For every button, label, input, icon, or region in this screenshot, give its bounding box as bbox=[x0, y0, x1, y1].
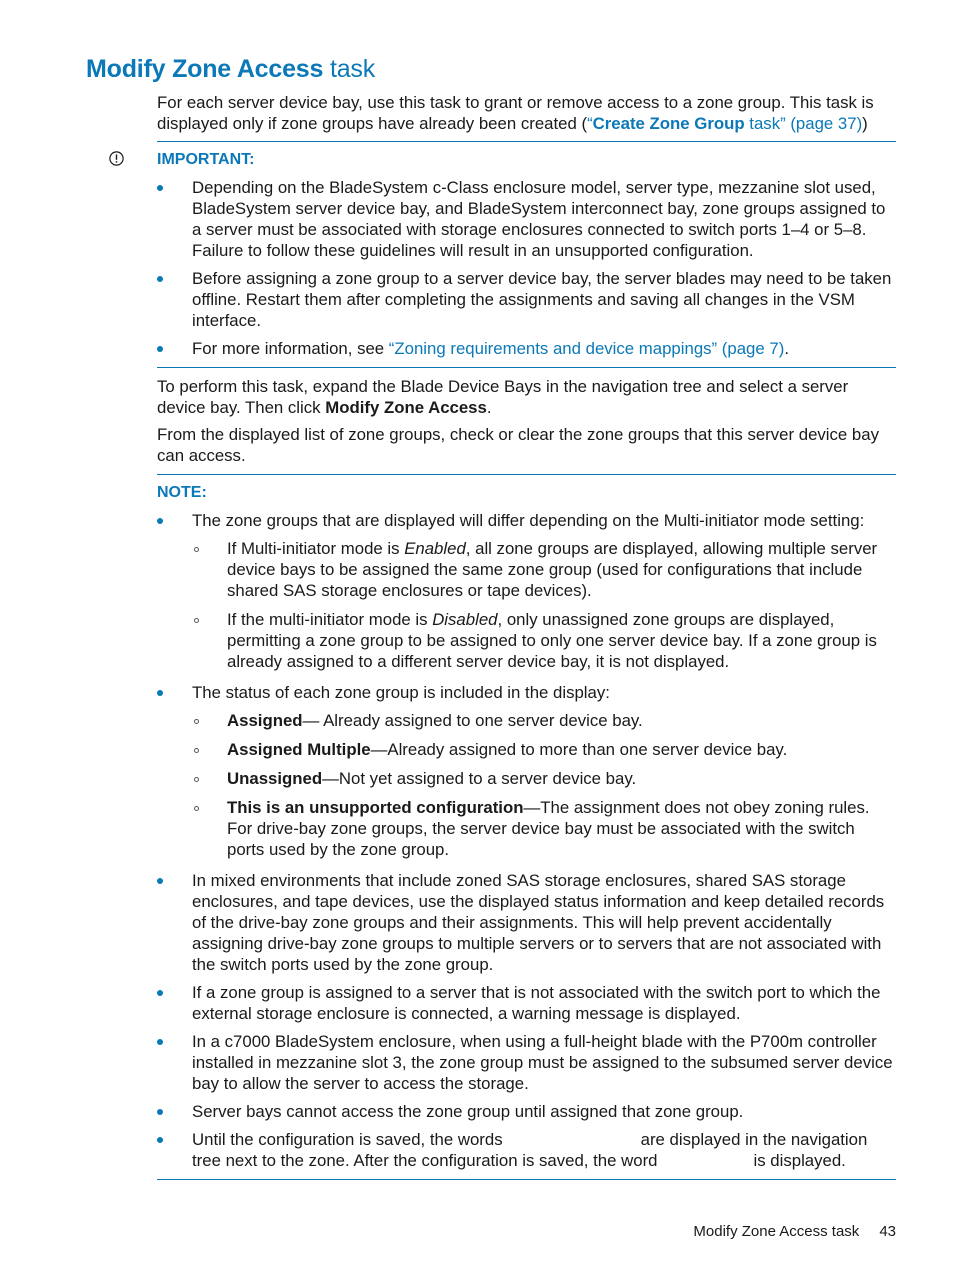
create-zone-group-link-prefix: “ bbox=[587, 114, 593, 133]
note-last-part-1: Until the configuration is saved, the words bbox=[192, 1130, 503, 1149]
perform-text-2: . bbox=[486, 398, 492, 417]
bullet-dot-icon bbox=[157, 1109, 163, 1115]
bullet-dot-icon bbox=[157, 518, 163, 524]
note-bullet-3: In mixed environments that include zoned SAS storage enclosures, shared SAS storage enclosures, and tape devices, use the displayed status information and keep detailed records of the drive-bay zone groups and their assignments. This will help prevent accidentally assigning drive-bay zone groups to multiple servers or to servers that are not associated with the switch ports used by the zone group. bbox=[192, 871, 885, 974]
list-item bbox=[157, 870, 896, 975]
status-term: This is an unsupported configuration bbox=[227, 798, 524, 817]
page-title-normal: task bbox=[323, 55, 375, 83]
create-zone-group-link[interactable] bbox=[587, 114, 862, 133]
note-list bbox=[157, 510, 896, 1171]
sub-item-suffix: , only unassigned zone groups are displayed, permitting a zone group to be assigned to only one server device bay. If a zone group is already assigned to a different server device bay, it is not displayed. bbox=[227, 610, 877, 671]
note-bullet-2: The status of each zone group is included in the display: bbox=[192, 683, 610, 702]
status-description: — Already assigned to one server device bay. bbox=[302, 711, 643, 730]
list-item bbox=[192, 538, 896, 601]
list-item bbox=[192, 797, 896, 860]
circle-bullet-icon bbox=[194, 719, 199, 724]
list-item bbox=[157, 268, 896, 331]
bullet-dot-icon bbox=[157, 1039, 163, 1045]
note-bullet-6: Server bays cannot access the zone group until assigned that zone group. bbox=[192, 1102, 744, 1121]
intro-text-2: ) bbox=[862, 114, 868, 133]
bullet-dot-icon bbox=[157, 276, 163, 282]
important-bullet-3-suffix: . bbox=[784, 339, 789, 358]
sub-item-prefix: If Multi-initiator mode is bbox=[227, 539, 405, 558]
important-label: IMPORTANT: bbox=[157, 151, 255, 168]
page-content bbox=[157, 92, 896, 1180]
note-bullet-1: The zone groups that are displayed will differ depending on the Multi-initiator mode setting: bbox=[192, 511, 865, 530]
page-number: 43 bbox=[879, 1223, 896, 1240]
bullet-dot-icon bbox=[157, 185, 163, 191]
page-footer bbox=[693, 1222, 896, 1242]
perform-paragraph-2: From the displayed list of zone groups, check or clear the zone groups that this server device bay can access. bbox=[157, 425, 879, 465]
status-description: —Not yet assigned to a server device bay. bbox=[322, 769, 637, 788]
sub-item-emphasis: Enabled bbox=[404, 539, 466, 558]
status-sublist bbox=[192, 710, 896, 860]
important-icon bbox=[109, 151, 124, 166]
list-item bbox=[192, 768, 896, 789]
circle-bullet-icon bbox=[194, 618, 199, 623]
page-title-bold: Modify Zone Access bbox=[86, 55, 324, 83]
important-bullet-2: Before assigning a zone group to a server device bay, the server blades may need to be taken offline. Restart them after completing the assignments and saving all changes in the VSM interface. bbox=[192, 269, 892, 330]
note-callout bbox=[157, 475, 896, 1179]
list-item bbox=[157, 682, 896, 860]
important-list bbox=[157, 177, 896, 359]
circle-bullet-icon bbox=[194, 806, 199, 811]
list-item bbox=[192, 739, 896, 760]
list-item bbox=[157, 1129, 896, 1171]
bullet-dot-icon bbox=[157, 690, 163, 696]
note-last-part-3: is displayed. bbox=[753, 1151, 846, 1170]
sub-item-prefix: If the multi-initiator mode is bbox=[227, 610, 433, 629]
important-callout bbox=[157, 142, 896, 367]
circle-bullet-icon bbox=[194, 748, 199, 753]
list-item bbox=[192, 710, 896, 731]
circle-bullet-icon bbox=[194, 777, 199, 782]
list-item bbox=[157, 510, 896, 672]
intro-text-1: For each server device bay, use this task to grant or remove access to a zone group. This task is displayed only if zone groups have already been created ( bbox=[157, 93, 874, 133]
footer-section-title: Modify Zone Access task bbox=[693, 1223, 860, 1240]
list-item bbox=[157, 982, 896, 1024]
list-item bbox=[157, 1031, 896, 1094]
list-item bbox=[157, 338, 896, 359]
sub-item-suffix: , all zone groups are displayed, allowing multiple server device bays to be assigned the same zone group (used for configurations that include shared SAS storage enclosures or tape devices). bbox=[227, 539, 878, 600]
sub-item-emphasis: Disabled bbox=[432, 610, 498, 629]
modify-zone-access-term: Modify Zone Access bbox=[325, 398, 487, 417]
status-description: —The assignment does not obey zoning rules. For drive-bay zone groups, the server device bay must be associated with the switch ports used by the zone group. bbox=[227, 798, 870, 859]
important-bullet-3-prefix: For more information, see bbox=[192, 339, 389, 358]
bullet-dot-icon bbox=[157, 990, 163, 996]
note-bottom-rule bbox=[157, 1179, 896, 1180]
note-bullet-5: In a c7000 BladeSystem enclosure, when using a full-height blade with the P700m controller installed in mezzanine slot 3, the zone group must be assigned to the subsumed server device bay to allow the server to access the storage. bbox=[192, 1032, 893, 1093]
note-label: NOTE: bbox=[157, 484, 207, 501]
status-description: —Already assigned to more than one server device bay. bbox=[370, 740, 788, 759]
status-term: Assigned bbox=[227, 711, 303, 730]
perform-paragraph bbox=[157, 376, 896, 418]
create-zone-group-link-rest: task” (page 37) bbox=[744, 114, 863, 133]
zoning-requirements-link[interactable]: “Zoning requirements and device mappings” (page 7) bbox=[388, 339, 785, 358]
bullet-dot-icon bbox=[157, 346, 163, 352]
bullet-dot-icon bbox=[157, 878, 163, 884]
bullet-dot-icon bbox=[157, 1137, 163, 1143]
note-bullet-4: If a zone group is assigned to a server that is not associated with the switch port to which the external storage enclosure is connected, a warning message is displayed. bbox=[192, 983, 881, 1023]
important-bullet-1: Depending on the BladeSystem c-Class enclosure model, server type, mezzanine slot used, BladeSystem server device bay, and BladeSystem interconnect bay, zone groups assigned to a server must be associated with storage enclosures connected to switch ports 1–4 or 5–8. Failure to follow these guidelines will result in an unsupported configuration. bbox=[192, 178, 886, 260]
multi-initiator-sublist bbox=[192, 538, 896, 672]
perform-task-block bbox=[157, 368, 896, 474]
status-term: Assigned Multiple bbox=[227, 740, 371, 759]
list-item bbox=[157, 177, 896, 261]
page-title bbox=[86, 53, 375, 85]
circle-bullet-icon bbox=[194, 547, 199, 552]
perform-text-1: To perform this task, expand the Blade Device Bays in the navigation tree and select a server device bay. Then click bbox=[157, 377, 849, 417]
status-term: Unassigned bbox=[227, 769, 323, 788]
note-last-part-2: are displayed in the navigation tree next to the zone. After the configuration is saved, the word bbox=[192, 1130, 868, 1170]
intro-paragraph bbox=[157, 92, 896, 134]
create-zone-group-link-bold: Create Zone Group bbox=[592, 114, 745, 133]
list-item bbox=[157, 1101, 896, 1122]
list-item bbox=[192, 609, 896, 672]
